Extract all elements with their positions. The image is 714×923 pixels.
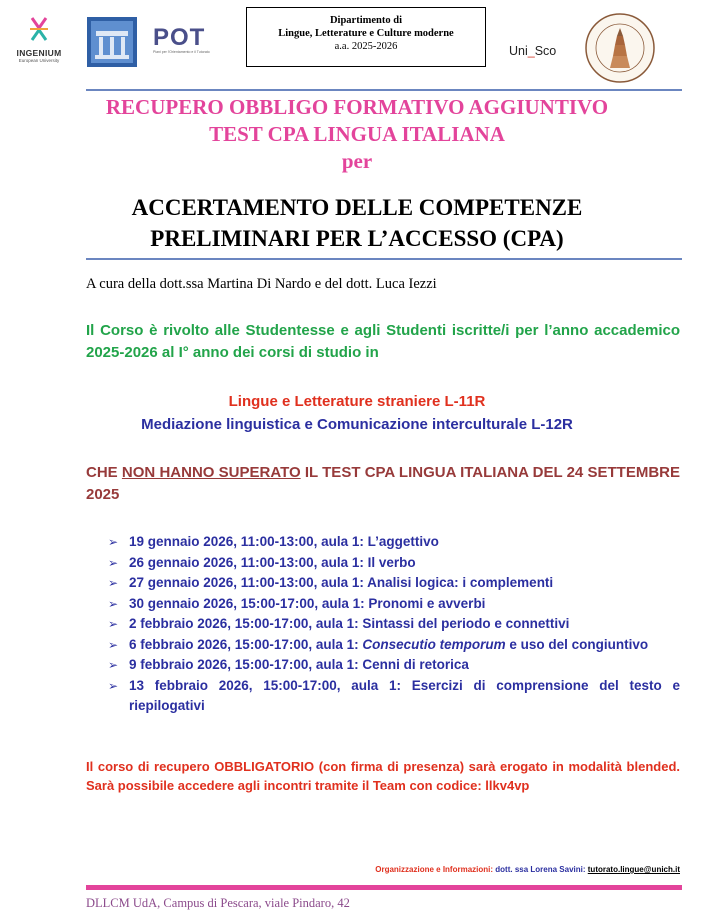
department-line1: Dipartimento di bbox=[329, 15, 403, 26]
ingenium-logo bbox=[14, 16, 64, 68]
unisco-part1: Uni bbox=[509, 44, 528, 58]
footer-rule bbox=[86, 885, 682, 890]
schedule-when: 19 gennaio 2026, 11:00-13:00, aula 1: bbox=[129, 534, 364, 549]
condition-suffix: IL TEST CPA LINGUA ITALIANA DEL 24 SETTEMBRE 2025 bbox=[86, 464, 680, 503]
arrow-bullet-icon: ➢ bbox=[108, 637, 119, 652]
pot-tagline: Piani per l'Orientamento e il Tutorato bbox=[153, 50, 210, 54]
schedule-topic: Esercizi di comprensione del testo e riepilogativi bbox=[129, 677, 680, 713]
schedule-item bbox=[108, 553, 680, 574]
schedule-item bbox=[108, 594, 680, 615]
title-line3: per bbox=[341, 149, 373, 173]
schedule-when: 27 gennaio 2026, 11:00-13:00, aula 1: bbox=[129, 575, 364, 590]
schedule-item bbox=[108, 532, 680, 553]
schedule-list bbox=[108, 532, 680, 717]
title-line1: RECUPERO OBBLIGO FORMATIVO AGGIUNTIVO bbox=[105, 95, 609, 119]
intro-paragraph: Il Corso è rivolto alle Studentesse e agli Studenti iscritte/i per l’anno accademico 2025-2026 al I° anno dei corsi di studio in bbox=[86, 322, 680, 361]
top-rule bbox=[86, 89, 682, 91]
academic-year: a.a. 2025-2026 bbox=[334, 41, 398, 52]
title-rule bbox=[86, 258, 682, 260]
schedule-when: 30 gennaio 2026, 15:00-17:00, aula 1: bbox=[129, 595, 365, 611]
footer-address: DLLCM UdA, Campus di Pescara, viale Pindaro, 42 bbox=[86, 896, 350, 910]
schedule-topic-rest: e uso del congiuntivo bbox=[505, 636, 649, 652]
schedule-topic: Il verbo bbox=[367, 554, 416, 570]
ingenium-mark-icon bbox=[28, 16, 50, 42]
unisco-part2: Sco bbox=[534, 44, 557, 58]
schedule-topic-italic: Consecutio temporum bbox=[362, 636, 506, 652]
ingenium-name: INGENIUM bbox=[16, 48, 62, 58]
arrow-bullet-icon: ➢ bbox=[108, 555, 119, 570]
schedule-when: 6 febbraio 2026, 15:00-17:00, aula 1: bbox=[129, 636, 359, 652]
contact-email-link[interactable]: tutorato.lingue@unich.it bbox=[587, 865, 680, 874]
uda-logo bbox=[87, 17, 137, 67]
schedule-topic: L’aggettivo bbox=[367, 534, 439, 549]
schedule-when: 2 febbraio 2026, 15:00-17:00, aula 1: bbox=[129, 616, 359, 631]
department-seal-logo bbox=[584, 12, 656, 84]
contact-person: dott. ssa Lorena Savini: bbox=[495, 865, 586, 874]
schedule-when: 9 febbraio 2026, 15:00-17:00, aula 1: bbox=[129, 657, 359, 672]
title-line2: TEST CPA LINGUA ITALIANA bbox=[209, 122, 505, 146]
arrow-bullet-icon: ➢ bbox=[108, 658, 119, 672]
condition-paragraph bbox=[86, 462, 680, 506]
condition-prefix: CHE bbox=[86, 464, 122, 481]
schedule-item bbox=[108, 655, 680, 676]
arrow-bullet-icon: ➢ bbox=[108, 617, 119, 631]
course-l11r: Lingue e Letterature straniere L-11R bbox=[228, 393, 486, 410]
pot-logo bbox=[153, 26, 223, 62]
condition-underlined: NON HANNO SUPERATO bbox=[121, 464, 301, 481]
contact-line bbox=[375, 865, 680, 874]
schedule-item bbox=[108, 614, 680, 635]
schedule-item bbox=[108, 635, 680, 656]
unisco-logo: Uni_Sco bbox=[509, 44, 557, 58]
schedule-topic: Pronomi e avverbi bbox=[368, 595, 486, 611]
ingenium-subtitle: European University bbox=[18, 58, 60, 63]
schedule-topic: Cenni di retorica bbox=[362, 657, 469, 672]
arrow-bullet-icon: ➢ bbox=[108, 596, 119, 611]
department-box bbox=[246, 7, 486, 67]
schedule-item bbox=[108, 573, 680, 594]
pot-wordmark: POT bbox=[153, 24, 206, 51]
course-l12r: Mediazione linguistica e Comunicazione interculturale L-12R bbox=[141, 416, 573, 433]
schedule-topic: Analisi logica: i complementi bbox=[367, 575, 554, 590]
subtitle-line1: ACCERTAMENTO DELLE COMPETENZE bbox=[131, 195, 583, 220]
schedule-topic bbox=[362, 637, 648, 652]
contact-label: Organizzazione e Informazioni: bbox=[375, 865, 494, 874]
department-line2: Lingue, Letterature e Culture moderne bbox=[278, 28, 454, 39]
arrow-bullet-icon: ➢ bbox=[108, 535, 119, 549]
schedule-topic: Sintassi del periodo e connettivi bbox=[362, 616, 570, 631]
arrow-bullet-icon: ➢ bbox=[108, 678, 119, 693]
arrow-bullet-icon: ➢ bbox=[108, 576, 119, 590]
curators-line: A cura della dott.ssa Martina Di Nardo e del dott. Luca Iezzi bbox=[86, 276, 437, 292]
uda-emblem-icon bbox=[87, 17, 137, 67]
schedule-when: 13 febbraio 2026, 15:00-17:00, aula 1: bbox=[129, 677, 402, 693]
subtitle-line2: PRELIMINARI PER L’ACCESSO (CPA) bbox=[150, 226, 564, 251]
schedule-when: 26 gennaio 2026, 11:00-13:00, aula 1: bbox=[129, 554, 364, 570]
schedule-item bbox=[108, 676, 680, 717]
seal-icon bbox=[584, 12, 656, 84]
mandatory-notice: Il corso di recupero OBBLIGATORIO (con firma di presenza) sarà erogato in modalità blended. Sarà possibile accedere agli incontri tramite il Team con codice: llkv4vp bbox=[86, 759, 680, 793]
